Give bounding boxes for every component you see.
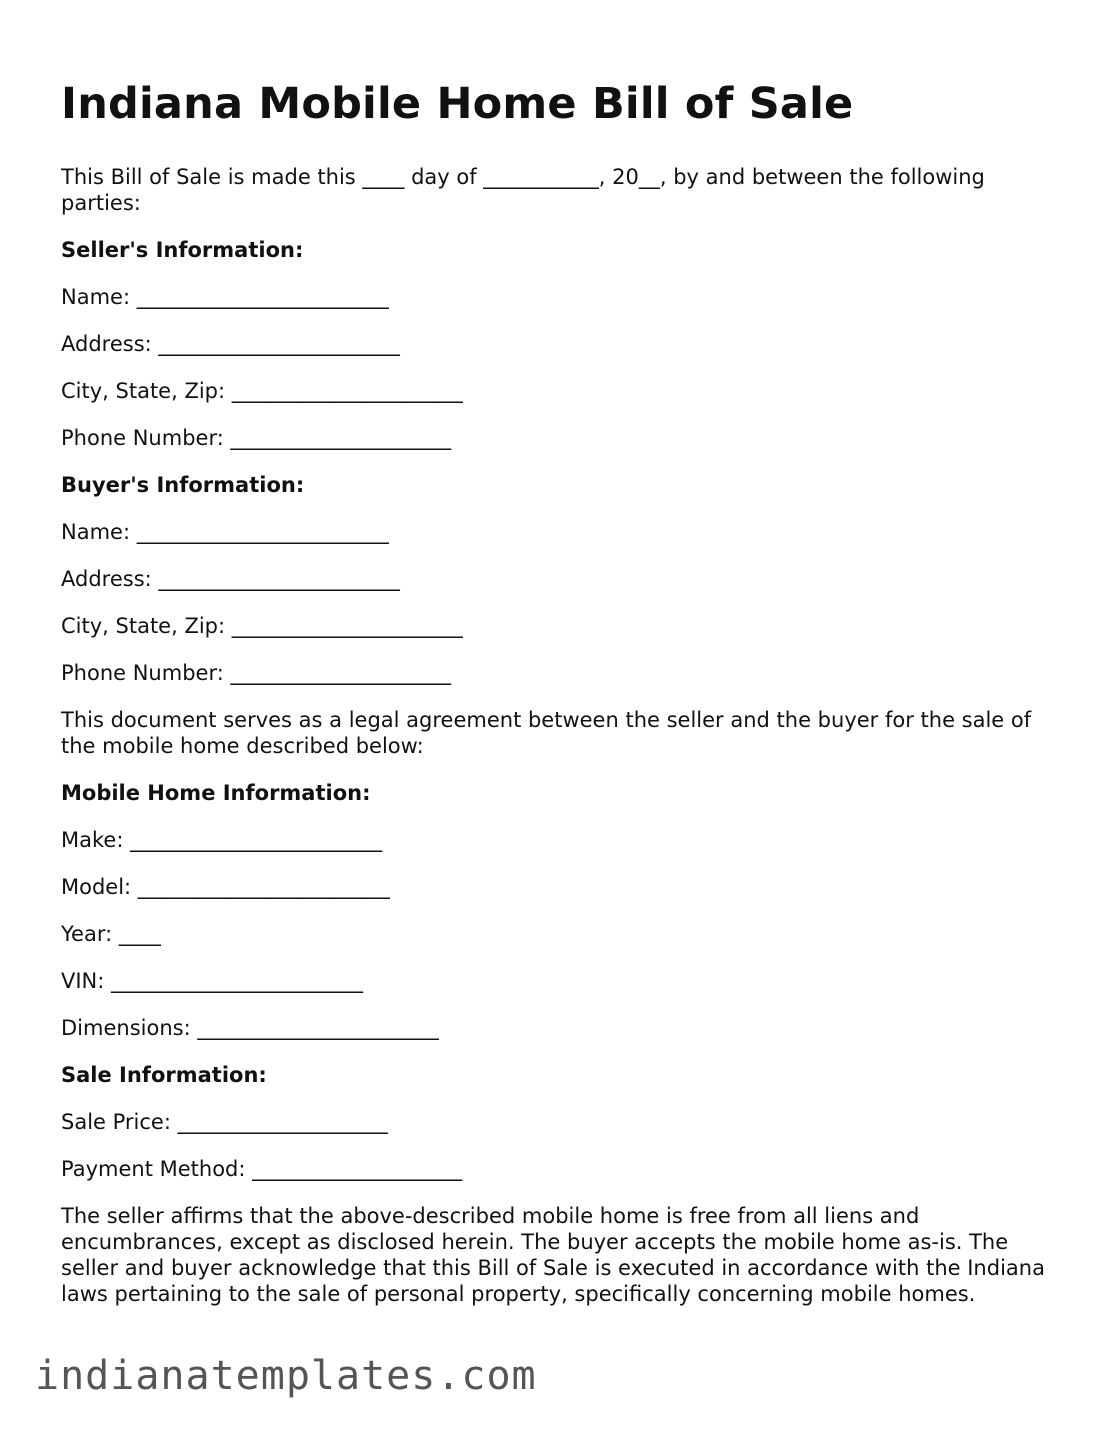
seller-phone-field: Phone Number: _____________________ bbox=[61, 426, 451, 450]
document-title: Indiana Mobile Home Bill of Sale bbox=[61, 79, 854, 129]
buyer-city-state-zip-field: City, State, Zip: ______________________ bbox=[61, 614, 463, 638]
buyer-address-field: Address: _______________________ bbox=[61, 567, 400, 591]
seller-heading: Seller's Information: bbox=[61, 238, 304, 262]
document-page bbox=[61, 78, 1046, 1328]
mobile-home-heading: Mobile Home Information: bbox=[61, 781, 371, 805]
site-watermark: indianatemplates.com bbox=[35, 1353, 537, 1399]
home-vin-field: VIN: ________________________ bbox=[61, 969, 364, 993]
home-dimensions-field: Dimensions: _______________________ bbox=[61, 1016, 439, 1040]
home-model-field: Model: ________________________ bbox=[61, 875, 390, 899]
affirmation-paragraph: The seller affirms that the above-described mobile home is free from all liens and encumbrances, except as disclosed herein. The buyer accepts the mobile home as-is. The seller and buyer acknowledge that this Bill of Sale is executed in accordance with the Indiana laws pertaining to the sale of personal property, specifically concerning mobile homes. bbox=[61, 1204, 1045, 1306]
buyer-phone-field: Phone Number: _____________________ bbox=[61, 661, 451, 685]
buyer-heading: Buyer's Information: bbox=[61, 473, 305, 497]
seller-name-field: Name: ________________________ bbox=[61, 285, 389, 309]
sale-heading: Sale Information: bbox=[61, 1063, 267, 1087]
home-make-field: Make: ________________________ bbox=[61, 828, 383, 852]
buyer-name-field: Name: ________________________ bbox=[61, 520, 389, 544]
agreement-paragraph: This document serves as a legal agreement between the seller and the buyer for the sale of the mobile home described below: bbox=[61, 708, 1032, 758]
intro-paragraph: This Bill of Sale is made this ____ day of ___________, 20__, by and between the following parties: bbox=[61, 165, 985, 215]
home-year-field: Year: ____ bbox=[61, 922, 161, 946]
payment-method-field: Payment Method: ____________________ bbox=[61, 1157, 463, 1181]
sale-price-field: Sale Price: ____________________ bbox=[61, 1110, 388, 1134]
seller-address-field: Address: _______________________ bbox=[61, 332, 400, 356]
seller-city-state-zip-field: City, State, Zip: ______________________ bbox=[61, 379, 463, 403]
